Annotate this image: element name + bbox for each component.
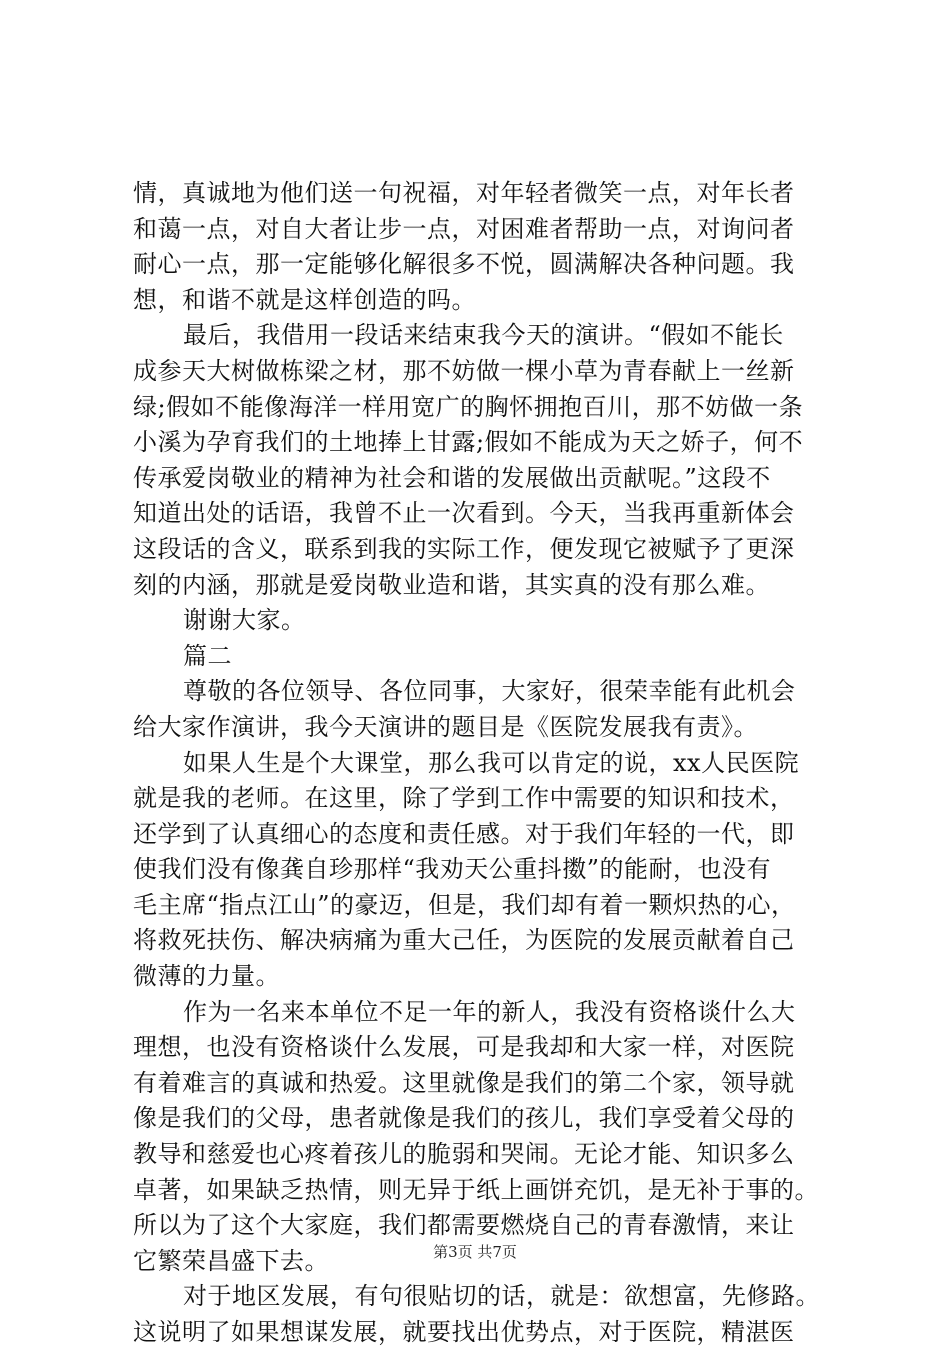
- text-line: 还学到了认真细心的态度和责任感。对于我们年轻的一代，即: [133, 819, 795, 848]
- text-line: 尊敬的各位领导、各位同事，大家好，很荣幸能有此机会: [183, 677, 796, 706]
- text-line: 最后，我借用一段话来结束我今天的演讲。“假如不能长: [183, 321, 784, 350]
- text-line: 给大家作演讲，我今天演讲的题目是《医院发展我有责》。: [133, 712, 758, 741]
- text-line: 如果人生是个大课堂，那么我可以肯定的说，xx人民医院: [183, 748, 800, 777]
- body-text: [133, 176, 833, 1351]
- text-line: 想，和谐不就是这样创造的吗。: [133, 285, 476, 314]
- text-line: 传承爱岗敬业的精神为社会和谐的发展做出贡献呢。”这段不: [133, 463, 771, 492]
- text-line: 耐心一点，那一定能够化解很多不悦，圆满解决各种问题。我: [133, 250, 795, 279]
- text-line: 微薄的力量。: [133, 962, 280, 991]
- text-line: 它繁荣昌盛下去。: [133, 1246, 329, 1275]
- text-line: 理想，也没有资格谈什么发展，可是我却和大家一样，对医院: [133, 1033, 795, 1062]
- text-line: 有着难言的真诚和热爱。这里就像是我们的第二个家，领导就: [133, 1068, 795, 1097]
- text-line: 使我们没有像龚自珍那样“我劝天公重抖擞”的能耐，也没有: [133, 855, 772, 884]
- text-line: 像是我们的父母，患者就像是我们的孩儿，我们享受着父母的: [133, 1104, 795, 1133]
- text-line: 这段话的含义，联系到我的实际工作，便发现它被赋予了更深: [133, 534, 795, 563]
- text-line: 就是我的老师。在这里，除了学到工作中需要的知识和技术，: [133, 784, 795, 813]
- text-line: 对于地区发展，有句很贴切的话，就是：欲想富，先修路。: [183, 1282, 820, 1311]
- text-line: 绿;假如不能像海洋一样用宽广的胸怀拥抱百川，那不妨做一条: [133, 392, 804, 421]
- text-line: 教导和慈爱也心疼着孩儿的脆弱和哭闹。无论才能、知识多么: [133, 1140, 795, 1169]
- text-line: 小溪为孕育我们的土地捧上甘露;假如不能成为天之娇子，何不: [133, 428, 804, 457]
- text-line: 所以为了这个大家庭，我们都需要燃烧自己的青春激情，来让: [133, 1211, 795, 1240]
- text-line: 知道出处的话语，我曾不止一次看到。今天，当我再重新体会: [133, 499, 795, 528]
- text-line: 卓著，如果缺乏热情，则无异于纸上画饼充饥，是无补于事的。: [133, 1175, 819, 1204]
- text-line: 毛主席“指点江山”的豪迈，但是，我们却有着一颗炽热的心，: [133, 890, 796, 919]
- text-line: 成参天大树做栋梁之材，那不妨做一棵小草为青春献上一丝新: [133, 356, 795, 385]
- text-line: 情，真诚地为他们送一句祝福，对年轻者微笑一点，对年长者: [133, 179, 795, 207]
- page-footer: 第3页 共7页: [433, 1243, 517, 1261]
- text-line: 将救死扶伤、解决病痛为重大己任，为医院的发展贡献着自己: [133, 926, 795, 955]
- text-line: 和蔼一点，对自大者让步一点，对困难者帮助一点，对询问者: [133, 214, 795, 243]
- text-line: 这说明了如果想谋发展，就要找出优势点，对于医院，精湛医: [133, 1318, 795, 1346]
- text-line: 作为一名来本单位不足一年的新人，我没有资格谈什么大: [183, 997, 796, 1026]
- text-line: 刻的内涵，那就是爱岗敬业造和谐，其实真的没有那么难。: [133, 570, 770, 599]
- text-line: 篇二: [183, 641, 232, 670]
- text-line: 谢谢大家。: [183, 606, 306, 635]
